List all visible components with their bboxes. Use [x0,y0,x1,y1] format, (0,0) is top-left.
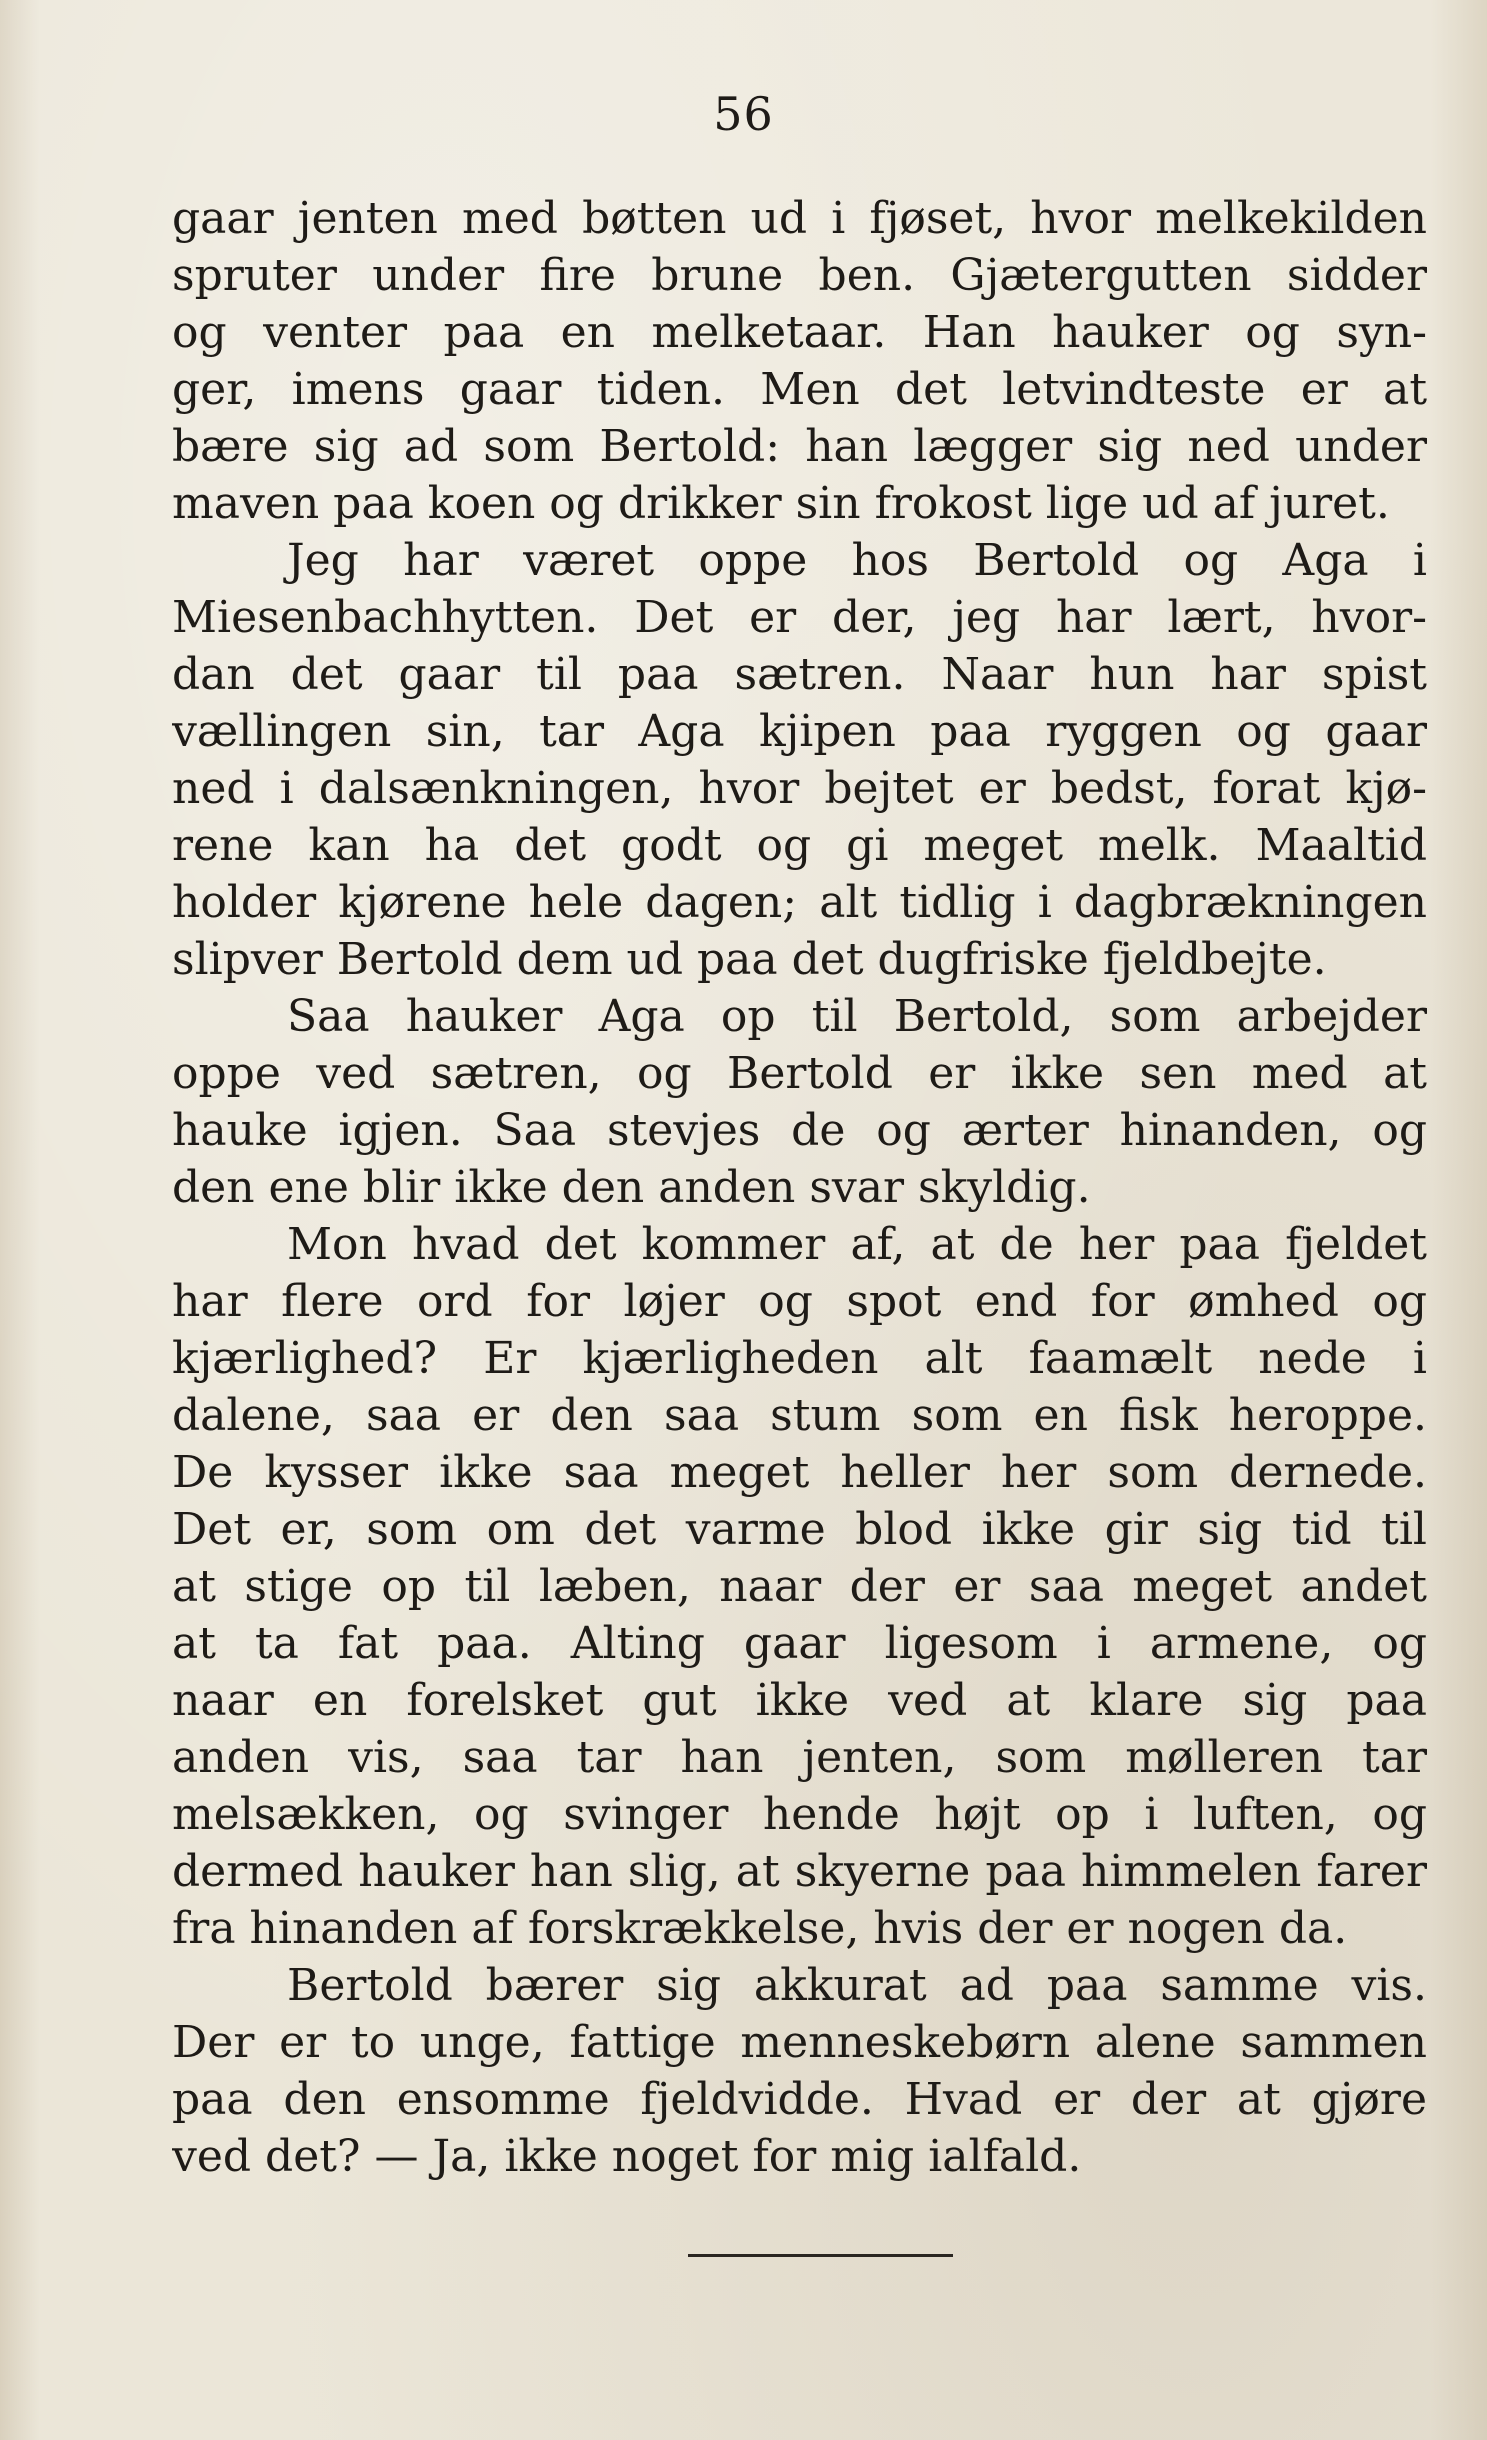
text-line: paa den ensomme fjeldvidde. Hvad er der at gjøre [172,2074,1427,2125]
text-line: naar en forelsket gut ikke ved at klare sig paa [172,1675,1427,1726]
text-line: kjærlighed? Er kjærligheden alt faamælt nede i [172,1333,1427,1384]
text-line: maven paa koen og drikker sin frokost lige ud af juret. [172,478,1390,529]
text-line: at stige op til læben, naar der er saa meget andet [172,1561,1427,1612]
body-text [172,190,1427,2185]
text-line: ger, imens gaar tiden. Men det letvindteste er at [172,364,1427,415]
text-line: den ene blir ikke den anden svar skyldig. [172,1162,1091,1213]
text-line: holder kjørene hele dagen; alt tidlig i dagbrækningen [172,877,1427,928]
text-line: slipver Bertold dem ud paa det dugfriske fjeldbejte. [172,934,1327,985]
page-number: 56 [713,87,774,141]
text-line: Mon hvad det kommer af, at de her paa fjeldet [287,1219,1427,1270]
text-line: oppe ved sætren, og Bertold er ikke sen med at [172,1048,1427,1099]
text-line: Der er to unge, fattige menneskebørn alene sammen [172,2017,1427,2068]
text-line: og venter paa en melketaar. Han hauker og syn- [172,307,1427,358]
text-line: Miesenbachhytten. Det er der, jeg har lært, hvor- [172,592,1427,643]
text-line: gaar jenten med bøtten ud i fjøset, hvor melkekilden [172,193,1427,244]
text-line: dermed hauker han slig, at skyerne paa himmelen farer [172,1846,1427,1897]
text-line: har flere ord for løjer og spot end for ømhed og [172,1276,1427,1327]
text-line: at ta fat paa. Alting gaar ligesom i armene, og [172,1618,1427,1669]
text-line: fra hinanden af forskrækkelse, hvis der er nogen da. [172,1903,1348,1954]
text-line: ned i dalsænkningen, hvor bejtet er bedst, forat kjø- [172,763,1427,814]
text-line: De kysser ikke saa meget heller her som dernede. [172,1447,1427,1498]
text-line: Jeg har været oppe hos Bertold og Aga i [287,535,1427,586]
text-line: ved det? — Ja, ikke noget for mig ialfald. [172,2131,1082,2182]
text-line: dan det gaar til paa sætren. Naar hun har spist [172,649,1427,700]
text-line: hauke igjen. Saa stevjes de og ærter hinanden, og [172,1105,1427,1156]
text-line: vællingen sin, tar Aga kjipen paa ryggen og gaar [172,706,1427,757]
text-line: spruter under fire brune ben. Gjætergutten sidder [172,250,1427,301]
text-line: Det er, som om det varme blod ikke gir sig tid til [172,1504,1427,1555]
end-rule [688,2254,953,2257]
text-line: Saa hauker Aga op til Bertold, som arbejder [287,991,1427,1042]
text-line: melsækken, og svinger hende højt op i luften, og [172,1789,1427,1840]
text-line: dalene, saa er den saa stum som en fisk heroppe. [172,1390,1427,1441]
text-line: anden vis, saa tar han jenten, som mølleren tar [172,1732,1427,1783]
text-line: bære sig ad som Bertold: han lægger sig ned under [172,421,1427,472]
text-line: rene kan ha det godt og gi meget melk. Maaltid [172,820,1427,871]
text-line: Bertold bærer sig akkurat ad paa samme vis. [287,1960,1427,2011]
